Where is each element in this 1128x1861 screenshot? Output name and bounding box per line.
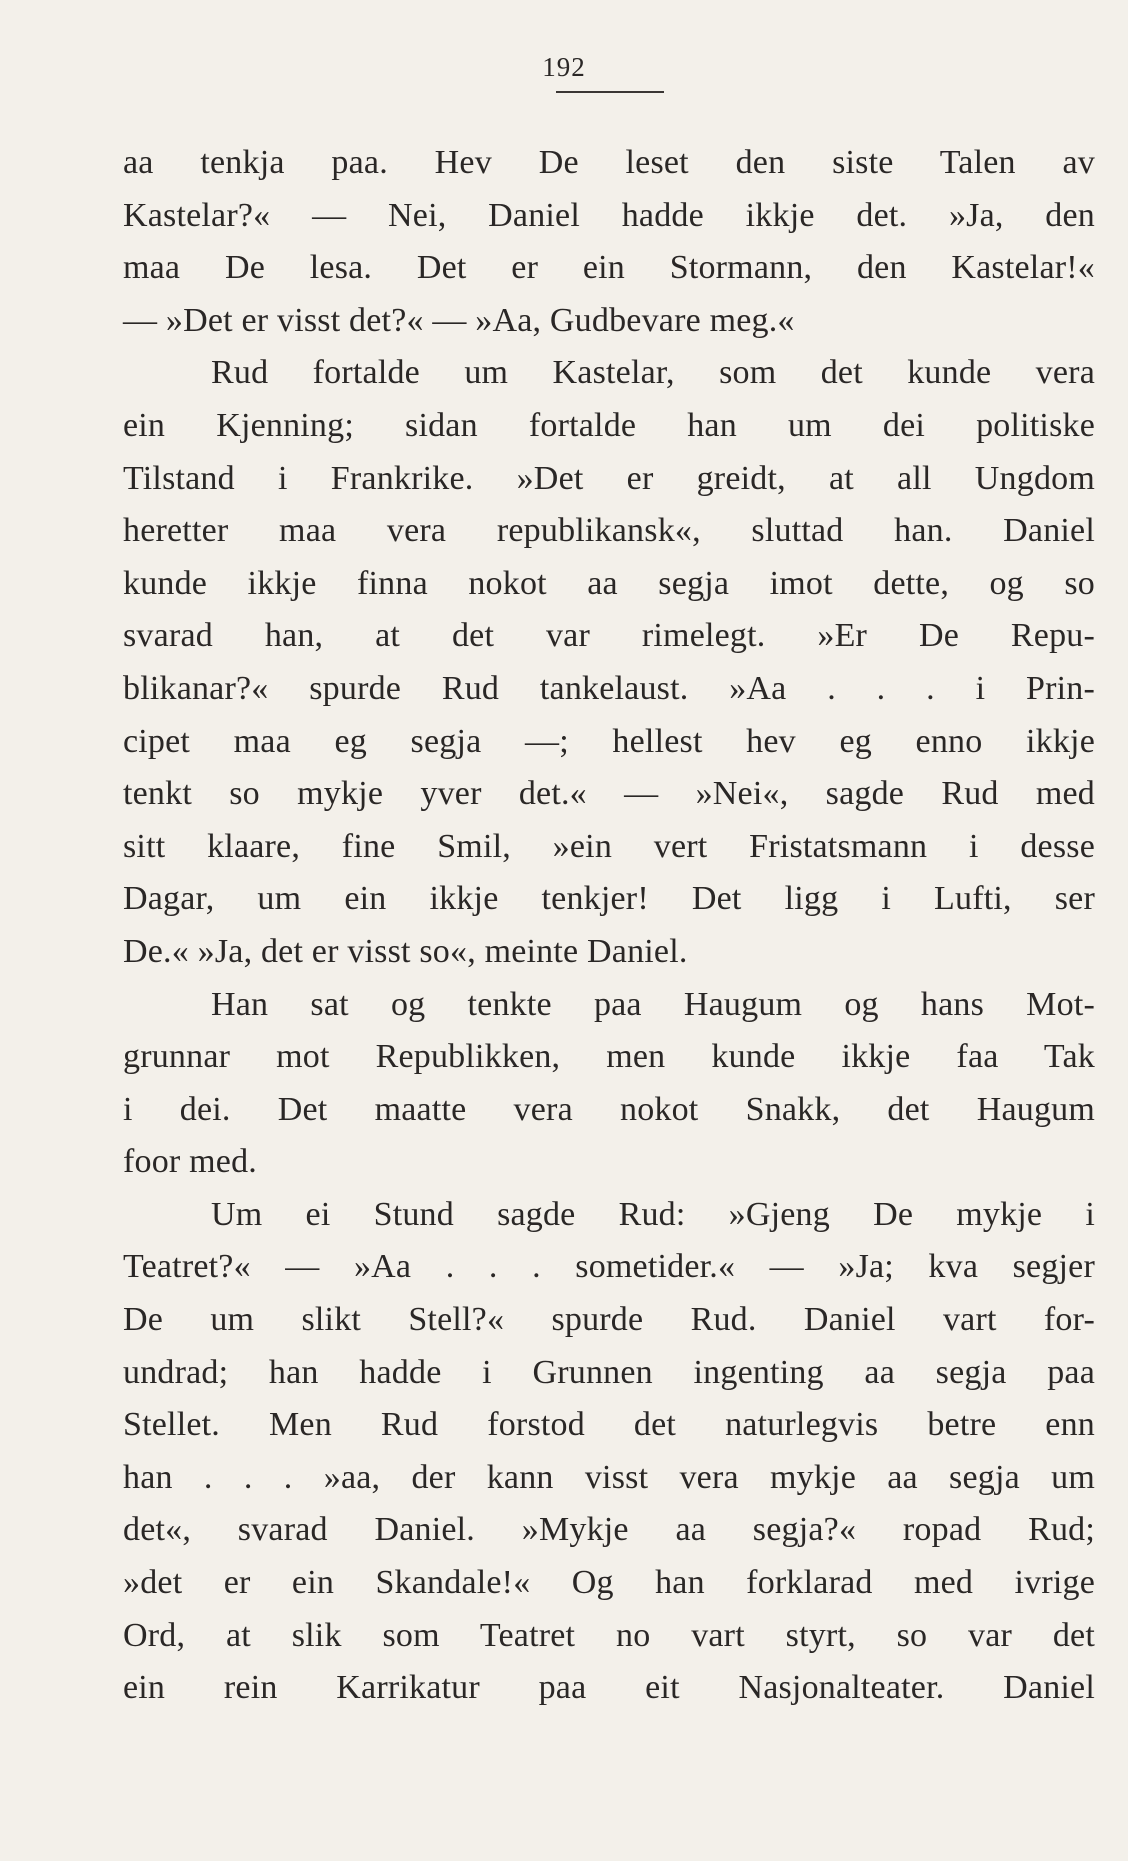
text-line: Rud fortalde um Kastelar, som det kunde vera <box>211 354 1095 392</box>
text-line: foor med. <box>123 1143 257 1181</box>
text-line: cipet maa eg segja —; hellest hev eg enno ikkje <box>123 722 1095 760</box>
text-line: heretter maa vera republikansk«, sluttad han. Daniel <box>123 512 1095 550</box>
text-line: Ord, at slik som Teatret no vart styrt, so var det <box>123 1616 1095 1654</box>
body-text <box>123 137 1095 1715</box>
text-line: blikanar?« spurde Rud tankelaust. »Aa . . . i Prin- <box>123 669 1095 707</box>
text-line: Stellet. Men Rud forstod det naturlegvis betre enn <box>123 1406 1095 1444</box>
text-line: Dagar, um ein ikkje tenkjer! Det ligg i Lufti, ser <box>123 880 1095 918</box>
text-line: ein rein Karrikatur paa eit Nasjonalteater. Daniel <box>123 1669 1095 1707</box>
text-line: Tilstand i Frankrike. »Det er greidt, at all Ungdom <box>123 459 1095 497</box>
text-line: Teatret?« — »Aa . . . sometider.« — »Ja; kva segjer <box>123 1248 1095 1286</box>
text-line: tenkt so mykje yver det.« — »Nei«, sagde Rud med <box>123 775 1095 813</box>
text-line: »det er ein Skandale!« Og han forklarad med ivrige <box>123 1564 1095 1602</box>
text-line: det«, svarad Daniel. »Mykje aa segja?« ropad Rud; <box>123 1511 1095 1549</box>
text-line: ein Kjenning; sidan fortalde han um dei politiske <box>123 406 1095 444</box>
text-line: i dei. Det maatte vera nokot Snakk, det Haugum <box>123 1090 1095 1128</box>
text-line: sitt klaare, fine Smil, »ein vert Fristatsmann i desse <box>123 827 1095 865</box>
text-line: grunnar mot Republikken, men kunde ikkje faa Tak <box>123 1038 1095 1076</box>
text-line: — »Det er visst det?« — »Aa, Gudbevare meg.« <box>123 301 795 339</box>
page-number-rule <box>556 91 664 93</box>
text-line: De.« »Ja, det er visst so«, meinte Daniel. <box>123 932 688 970</box>
text-line: svarad han, at det var rimelegt. »Er De Repu- <box>123 617 1095 655</box>
text-line: han . . . »aa, der kann visst vera mykje aa segja um <box>123 1458 1095 1496</box>
page-number: 192 <box>542 52 586 82</box>
text-line: maa De lesa. Det er ein Stormann, den Kastelar!« <box>123 249 1095 287</box>
text-line: Han sat og tenkte paa Haugum og hans Mot- <box>211 985 1095 1023</box>
text-line: undrad; han hadde i Grunnen ingenting aa segja paa <box>123 1353 1095 1391</box>
text-line: kunde ikkje finna nokot aa segja imot dette, og so <box>123 564 1095 602</box>
text-line: aa tenkja paa. Hev De leset den siste Talen av <box>123 144 1095 181</box>
text-line: Um ei Stund sagde Rud: »Gjeng De mykje i <box>211 1195 1095 1233</box>
text-line: De um slikt Stell?« spurde Rud. Daniel vart for- <box>123 1301 1095 1339</box>
text-line: Kastelar?« — Nei, Daniel hadde ikkje det. »Ja, den <box>123 196 1095 234</box>
